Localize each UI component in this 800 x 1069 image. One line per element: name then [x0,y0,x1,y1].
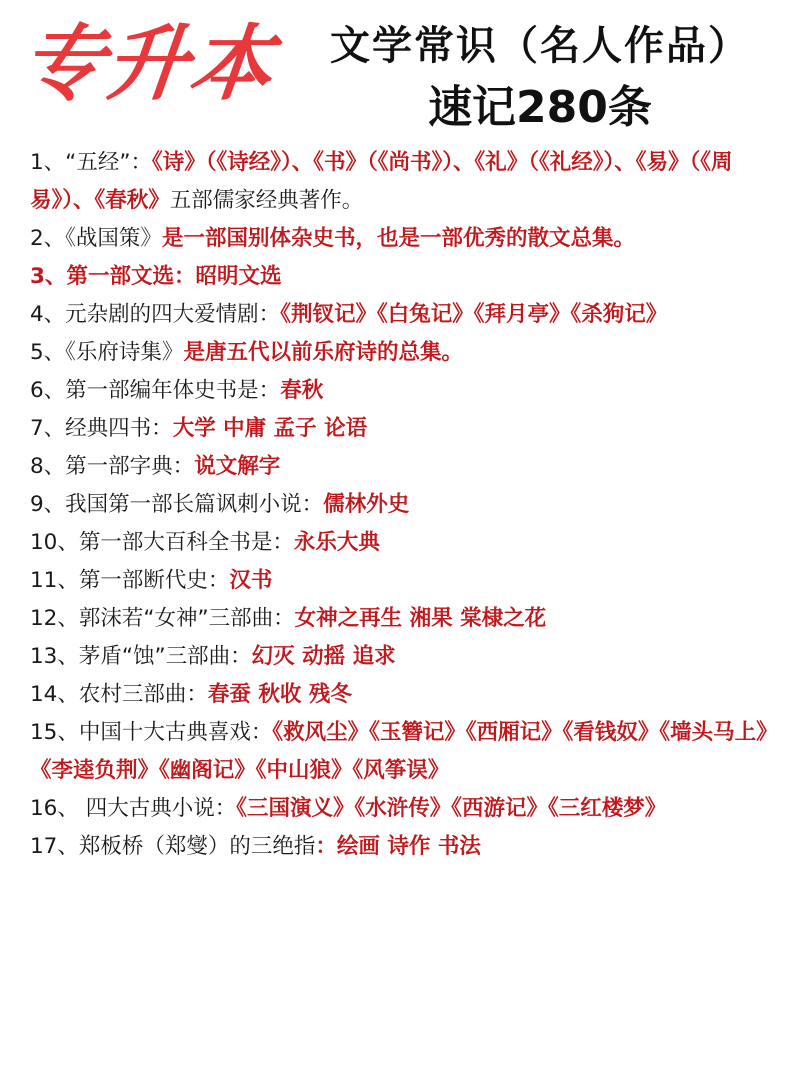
item-question: 14、农村三部曲： [30,682,208,707]
item-answer: 永乐大典 [293,530,380,555]
item-answer: 儒林外史 [323,492,410,517]
item-question-tail: 五部儒家经典著作。 [169,188,364,213]
item-question: 1、“五经”： [30,150,152,175]
item-answer: 女神之再生 湘果 棠棣之花 [294,606,547,631]
knowledge-list [30,144,770,866]
list-item [30,828,770,866]
page-title [290,18,790,138]
list-item [30,258,770,296]
item-answer: 春蚕 秋收 残冬 [207,682,352,707]
list-item [30,676,770,714]
list-item [30,486,770,524]
list-item [30,562,770,600]
item-question: 15、中国十大古典喜戏： [30,720,273,745]
item-question: 13、茅盾“蚀”三部曲： [30,644,252,669]
item-question: 5、《乐府诗集》 [30,340,184,365]
list-item [30,220,770,258]
item-question: 10、第一部大百科全书是： [30,530,294,555]
item-question: 11、第一部断代史： [30,568,230,593]
item-answer: 说文解字 [194,454,281,479]
item-answer: 《救风尘》《玉簪记》《西厢记》《看钱奴》《墙头马上》《李逵负荆》《幽阁记》《中山狼》《风筝误》 [30,720,767,783]
list-item [30,334,770,372]
item-answer: 是唐五代以前乐府诗的总集。 [183,340,463,365]
item-answer: 《荆钗记》《白兔记》《拜月亭》《杀狗记》 [280,302,668,327]
item-answer: ：绘画 诗作 书法 [315,834,481,859]
item-question: 7、经典四书： [30,416,173,441]
item-question: 17、郑板桥（郑燮）的三绝指 [30,834,316,859]
item-answer: 《诗》（《诗经》）、《书》（《尚书》）、《礼》（《礼经》）、《易》（《周易》）、《春秋》 [30,150,733,213]
item-question: 2、《战国策》 [30,226,162,251]
item-answer: 3、第一部文选：昭明文选 [30,264,282,289]
item-answer: 汉书 [229,568,273,593]
list-item [30,144,770,220]
list-item [30,372,770,410]
item-answer: 幻灭 动摇 追求 [251,644,396,669]
item-question: 4、元杂剧的四大爱情剧： [30,302,281,327]
list-item [30,600,770,638]
item-question: 9、我国第一部长篇讽刺小说： [30,492,324,517]
list-item [30,790,770,828]
list-item [30,638,770,676]
list-item [30,714,770,790]
item-answer: 《三国演义》《水浒传》《西游记》《三红楼梦》 [236,796,667,821]
list-item [30,524,770,562]
item-question: 6、第一部编年体史书是： [30,378,281,403]
list-item [30,410,770,448]
list-item [30,296,770,334]
item-answer: 是一部国别体杂史书，也是一部优秀的散文总集。 [161,226,635,251]
item-question: 12、郭沫若“女神”三部曲： [30,606,295,631]
list-item [30,448,770,486]
item-answer: 大学 中庸 孟子 论语 [172,416,368,441]
item-question: 16、 四大古典小说： [30,796,237,821]
title-line-2: 速记280条 [428,82,652,133]
item-answer: 春秋 [280,378,324,403]
item-question: 8、第一部字典： [30,454,195,479]
title-line-1: 文学常识（名人作品） [330,23,750,69]
brand-logo-text: 专升本 [16,16,280,112]
